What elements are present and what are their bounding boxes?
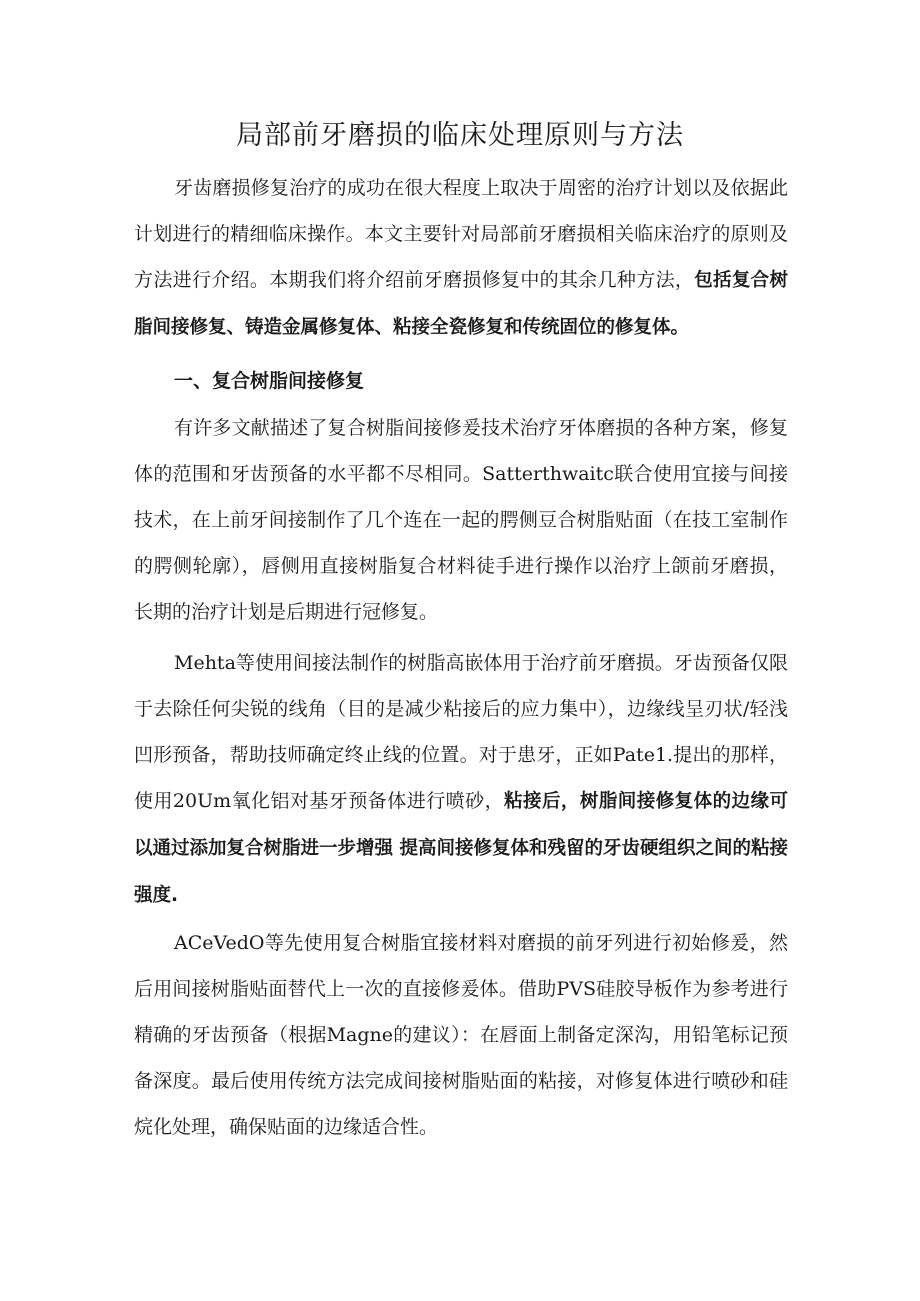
mehta-bold-text: 粘接后，树脂间接修复体的边缘可以通过添加复合树脂进一步增强 提高间接修复体和残留的牙齿硬组织之间的粘接强度. — [134, 791, 788, 906]
paragraph-mehta — [134, 640, 788, 919]
paragraph-acevedo: ACeVedO等先使用复合树脂宜接材料对磨损的前牙列进行初始修爰，然后用间接树脂贴面替代上一次的直接修爰体。借助PVS硅胶导板作为参考进行精确的牙齿预备（根据Magne的建议）：在唇面上制备定深沟，用铅笔标记预备深度。最后使用传统方法完成间接树脂贴面的粘接，对修复体进行喷砂和硅烷化处理，确保贴面的边缘适合性。 — [134, 932, 788, 1138]
intro-text: 牙齿磨损修复治疗的成功在很大程度上取决于周密的治疗计划以及依据此计划进行的精细临床操作。本文主要针对局部前牙磨损相关临床治疗的原则及方法进行介绍。本期我们将介绍前牙磨损修复中的其余几种方法， — [134, 177, 788, 291]
document-title: 局部前牙磨损的临床处理原则与方法 — [236, 120, 684, 151]
paragraph-intro — [134, 165, 788, 351]
section-heading-1: 一、复合树脂间接修复 — [174, 370, 365, 392]
paragraph-satterthwaite: 有许多文献描述了复合树脂间接修爰技术治疗牙体磨损的各种方案，修复体的范围和牙齿预备的水平都不尽相同。Satterthwaitc联合使用宜接与间接技术，在上前牙间接制作了几个连在一起的腭侧豆合树脂贴面（在技工室制作的腭侧轮廓），唇侧用直接树脂复合材料徒手进行操作以治疗上颌前牙磨损，长期的治疗计划是后期进行冠修复。 — [134, 417, 788, 623]
mehta-text: Mehta等使用间接法制作的树脂高嵌体用于治疗前牙磨损。牙齿预备仅限于去除任何尖锐的线角（目的是减少粘接后的应力集中），边缘线呈刃状/轻浅凹形预备，帮助技师确定终止线的位置。对于患牙，正如Pate1.提出的那样，使用20Um氧化铝对基牙预备体进行喷砂， — [134, 652, 788, 812]
intro-bold-text: 包括复合树脂间接修复、铸造金属修复体、粘接全瓷修复和传统固位的修复体。 — [134, 270, 788, 338]
